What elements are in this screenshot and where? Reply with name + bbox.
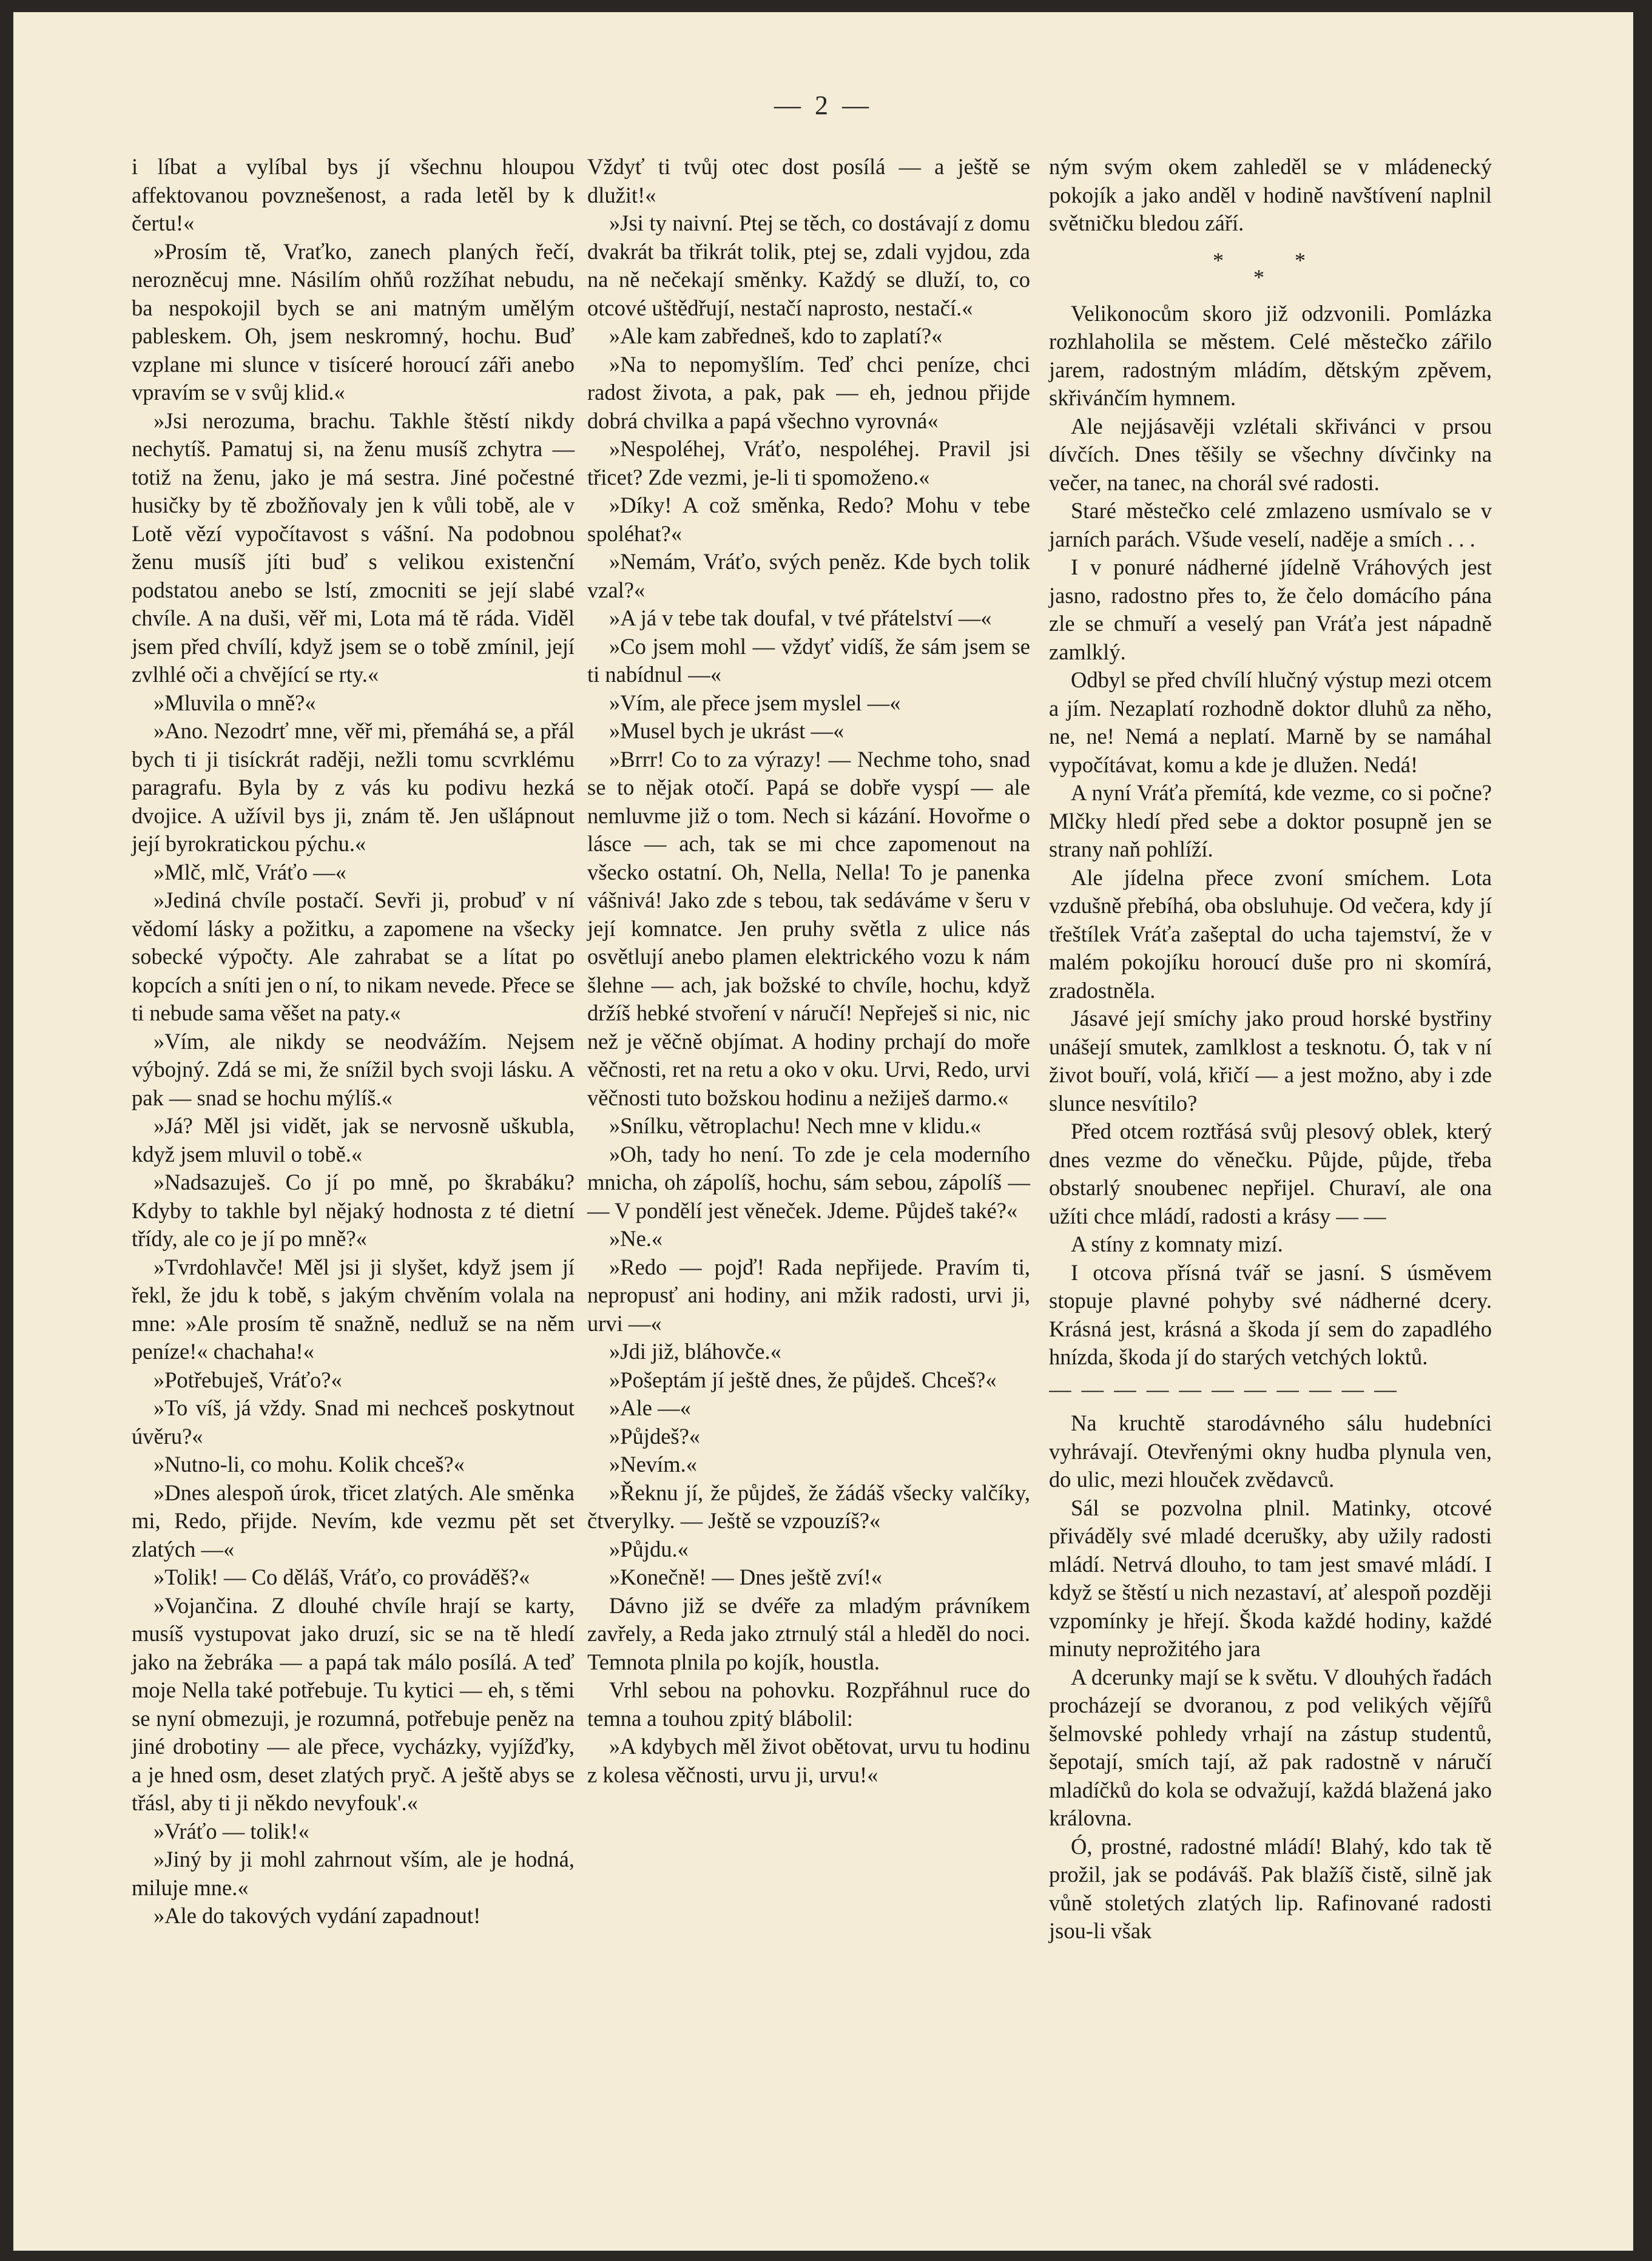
paragraph: Vždyť ti tvůj otec dost posílá — a ještě se dlužit!« xyxy=(587,154,1030,207)
paragraph: i líbat a vylíbal bys jí všechnu hloupou affektovanou povznešenost, a rada letěl by k čertu!« xyxy=(132,154,575,235)
paragraph: »Já? Měl jsi vidět, jak se nervosně uškubla, když jsem mluvil o tobě.« xyxy=(132,1113,575,1167)
paragraph: »Díky! A což směnka, Redo? Mohu v tebe spoléhat?« xyxy=(587,493,1030,546)
paragraph: »A kdybych měl život obětovat, urvu tu hodinu z kolesa věčnosti, urvu ji, urvu!« xyxy=(587,1734,1030,1787)
paragraph: »Jsi nerozuma, brachu. Takhle štěstí nikdy nechytíš. Pamatuj si, na ženu musíš zchytra — totiž na ženu, jako je má sestra. Jiné počestné husičky by tě zbožňovaly jen k vůli tobě, ale v Lotě vězí vypočítavost s vášní. Na podobnou ženu musíš jíti buď s velikou existenční podstatou anebo se lstí, zmocniti se její slabé chvíle. A na duši, věř mi, Lota má tě ráda. Viděl jsem před chvílí, když jsem se o tobě zmínil, její zvlhlé oči a chvějící se rty.« xyxy=(132,408,575,687)
paragraph: »Konečně! — Dnes ještě zví!« xyxy=(609,1565,883,1589)
paragraph: »Vím, ale nikdy se neodvážím. Nejsem výbojný. Zdá se mi, že snížil bych svoji lásku. A pak — snad se hochu mýlíš.« xyxy=(132,1028,575,1110)
paragraph: Ale nejjásavěji vzlétali skřivánci v prsou dívčích. Dnes těšily se všechny dívčinky na večer, na tanec, na chorál své radosti. xyxy=(1049,413,1492,495)
paragraph: »Nutno-li, co mohu. Kolik chceš?« xyxy=(153,1452,465,1477)
paragraph: A stíny z komnaty mizí. xyxy=(1071,1232,1283,1256)
paragraph: »Prosím tě, Vraťko, zanech planých řečí, nerozněcuj mne. Násilím ohňů rozžíhat nebudu, ba nespokojil bych se ani matným umělým pableskem. Oh, jsem neskromný, hochu. Buď vzplane mi slunce v tisíceré horoucí záři anebo vpravím se v svůj klid.« xyxy=(132,238,575,405)
paragraph: Sál se pozvolna plnil. Matinky, otcové přiváděly své mladé dcerušky, aby užily radosti mládí. Netrvá dlouho, to tam jest smavé mládí. I když se štěstí u nich nezastaví, ať alespoň později vzpomínky je hřejí. Škoda každé hodiny, každé minuty neprožitého jara xyxy=(1049,1495,1492,1661)
paragraph: Před otcem roztřásá svůj plesový oblek, který dnes vezme do věnečku. Půjde, půjde, třeba obstarlý snoubenec nepřijel. Churaví, ale ona užíti chce mládí, radosti a krásy — — xyxy=(1049,1119,1492,1228)
paragraph: »Vím, ale přece jsem myslel —« xyxy=(609,690,901,715)
paragraph: »Pošeptám jí ještě dnes, že půjdeš. Chceš?« xyxy=(609,1367,997,1392)
paragraph: »Jdi již, bláhovče.« xyxy=(609,1339,781,1364)
paragraph: »Ale kam zabředneš, kdo to zaplatí?« xyxy=(609,323,943,348)
paragraph: »Nemám, Vráťo, svých peněz. Kde bych tolik vzal?« xyxy=(587,549,1030,602)
paragraph: »Nespoléhej, Vráťo, nespoléhej. Pravil jsi třicet? Zde vezmi, je-li ti spomoženo.« xyxy=(587,436,1030,490)
paragraph: »Půjdu.« xyxy=(609,1536,689,1562)
paragraph: »Ale —« xyxy=(609,1395,691,1420)
paragraph: »Nevím.« xyxy=(609,1452,697,1477)
paragraph: A dcerunky mají se k světu. V dlouhých řadách procházejí se dvoranou, z pod velikých vějířů šelmovské pohledy vrhají na zástup studentů, šepotají, smích tají, až pak radostně v náručí mladíčků do kola se odvažují, každá blažená jako královna. xyxy=(1049,1664,1492,1830)
paragraph: »Potřebuješ, Vráťo?« xyxy=(153,1367,342,1392)
paragraph: »Tvrdohlavče! Měl jsi ji slyšet, když jsem jí řekl, že jdu k tobě, s jakým chvěním volala na mne: »Ale prosím tě snažně, nedluž se na něm peníze!« chachaha!« xyxy=(132,1254,575,1364)
paragraph: »Mlč, mlč, Vráťo —« xyxy=(153,859,346,885)
paragraph: »A já v tebe tak doufal, v tvé přátelství —« xyxy=(609,605,992,630)
paragraph: »Řeknu jí, že půjdeš, že žádáš všecky valčíky, čtverylky. — Ještě se vzpouzíš?« xyxy=(587,1480,1030,1533)
section-separator xyxy=(1049,245,1492,289)
paragraph: »Jsi ty naivní. Ptej se těch, co dostávají z domu dvakrát ba třikrát tolik, ptej se, zdali vyjdou, zda na ně nečekají směnky. Každý se dluží, to, co otcové uštědřují, nestačí naprosto, nestačí.« xyxy=(587,211,1030,320)
paragraph: »Co jsem mohl — vždyť vidíš, že sám jsem se ti nabídnul —« xyxy=(587,633,1030,687)
paragraph: »Vráťo — tolik!« xyxy=(153,1818,309,1844)
paragraph: Ale jídelna přece zvoní smíchem. Lota vzdušně přebíhá, oba obsluhuje. Od večera, kdy jí třeštílek Vráťa zašeptal do ucha tajemství, že v malém pokojíku horoucí duše pro ni skomírá, zradostněla. xyxy=(1049,864,1492,1003)
paragraph: »Ale do takových vydání zapadnout! xyxy=(153,1903,481,1928)
paragraph: »Vojančina. Z dlouhé chvíle hrají se karty, musíš vystupovat jako druzí, sic se na tě hledí jako na žebráka — a papá tak málo posílá. A teď moje Nella také potřebuje. Tu kytici — eh, s těmi se nyní obmezuji, je rozumná, potřebuje peněz na jiné drobotiny — ale přece, vycházky, vyjížďky, a je hned osm, deset zlatých pryč. A ještě abys se třásl, aby ti ji někdo nevyfouk'.« xyxy=(132,1592,575,1815)
paragraph: »Na to nepomyšlím. Teď chci peníze, chci radost života, a pak, pak — eh, jednou přijde dobrá chvilka a papá všechno vyrovná« xyxy=(587,351,1030,433)
asterisk: * xyxy=(1295,248,1306,272)
asterisk: * xyxy=(1213,248,1224,272)
paragraph: Velikonocům skoro již odzvonili. Pomlázka rozhlaholila se městem. Celé městečko zářilo jarem, radostným mládím, dětským zpěvem, skřivánčím hymnem. xyxy=(1049,300,1492,410)
paragraph: »Ano. Nezodrť mne, věř mi, přemáhá se, a přál bych ti ji tisíckrát raději, nežli tomu scvrklému paragrafu. Byla by z vás ku podivu hezká dvojice. A užívil bys ji, znám tě. Jen ušlápnout její byrokratickou pýchu.« xyxy=(132,718,575,856)
newspaper-page xyxy=(13,12,1633,2251)
paragraph: Dávno již se dvéře za mladým právníkem zavřely, a Reda jako ztrnulý stál a hleděl do noci. Temnota plnila po kojík, houstla. xyxy=(587,1592,1030,1674)
paragraph: »Snílku, větroplachu! Nech mne v klidu.« xyxy=(609,1113,982,1138)
text-column-3 xyxy=(1049,153,1492,1946)
paragraph: »Musel bych je ukrást —« xyxy=(609,718,845,743)
paragraph: Na kruchtě starodávného sálu hudebníci vyhrávají. Otevřenými okny hudba plynula ven, do ulic, mezi hlouček zvědavců. xyxy=(1049,1410,1492,1492)
paragraph: »Brrr! Co to za výrazy! — Nechme toho, snad se to nějak otočí. Papá se dobře vyspí — ale nemluvme již o tom. Nech si kázání. Hovořme o lásce — ach, tak se mi chce zapomenout na všecko ostatní. Oh, Nella, Nella! To je panenka vášnivá! Jako zde s tebou, tak sedáváme v šeru v její komnatce. Jen pruhy světla z ulice nás osvětlují anebo plamen elektrického vozu k nám šlehne — ach, jak božské to chvíle, hochu, když držíš hebké stvoření v náručí! Nepřeješ si nic, nic než je věčně objímat. A hodiny prchají do moře věčnosti, ret na retu a oko v oku. Urvi, Redo, urvi věčnosti tuto božskou hodinu a nežiješ darmo.« xyxy=(587,746,1030,1110)
paragraph: Vrhl sebou na pohovku. Rozpřáhnul ruce do temna a touhou zpitý blábolil: xyxy=(587,1677,1030,1731)
paragraph: »Jediná chvíle postačí. Sevři ji, probuď v ní vědomí lásky a požitku, a zapomene na všecky sobecké výpočty. Ale zahrabat se a lítat po kopcích a sníti jen o ní, to nikam nevede. Přece se ti nebude sama věšet na paty.« xyxy=(132,888,575,1025)
paragraph: I v ponuré nádherné jídelně Vráhových jest jasno, radostno přes to, že čelo domácího pána zle se chmuří a veselý pan Vráťa jest nápadně zamlklý. xyxy=(1049,554,1492,664)
paragraph: »Tolik! — Co děláš, Vráťo, co prováděš?« xyxy=(153,1565,530,1589)
paragraph: »Nadsazuješ. Co jí po mně, po škrabáku? Kdyby to takhle byl nějaký hodnosta z té dietní třídy, ale co je jí po mně?« xyxy=(132,1170,575,1251)
paragraph: »Jiný by ji mohl zahrnout vším, ale je hodná, miluje mne.« xyxy=(132,1847,575,1900)
paragraph: »Půjdeš?« xyxy=(609,1423,701,1449)
paragraph: Ó, prostné, radostné mládí! Blahý, kdo tak tě prožil, jak se podáváš. Pak blažíš čistě, silně jak vůně stoletých zlatých lip. Rafinované radosti jsou-li však xyxy=(1049,1833,1492,1943)
asterisk: * xyxy=(1253,265,1264,289)
dash-rule: — — — — — — — — — — — xyxy=(1049,1376,1399,1401)
paragraph: A nyní Vráťa přemítá, kde vezme, co si počne? Mlčky hledí před sebe a doktor posupně jen se strany naň pohlíží. xyxy=(1049,780,1492,861)
paragraph: I otcova přísná tvář se jasní. S úsměvem stopuje plavné pohyby své nádherné dcery. Krásná jest, krásná a škoda jí sem do zapadlého hnízda, škoda jí do starých vetchých loktů. xyxy=(1049,1259,1492,1369)
page-number: — 2 — xyxy=(774,90,872,120)
paragraph: ným svým okem zahleděl se v mládenecký pokojík a jako anděl v hodině navštívení naplnil světničku bledou září. xyxy=(1049,154,1492,235)
paragraph: »Dnes alespoň úrok, třicet zlatých. Ale směnka mi, Redo, přijde. Nevím, kde vezmu pět set zlatých —« xyxy=(132,1480,575,1562)
paragraph: Staré městečko celé zmlazeno usmívalo se v jarních parách. Všude veselí, naděje a smích . . . xyxy=(1049,498,1492,551)
paragraph: Odbyl se před chvílí hlučný výstup mezi otcem a jím. Nezaplatí rozhodně doktor dluhů za něho, ne, ne! Nemá a neplatí. Marně by se namáhal vypočítávat, komu a kde je dlužen. Nedá! xyxy=(1049,667,1492,777)
text-column-2 xyxy=(587,153,1030,1789)
paragraph: »Ne.« xyxy=(609,1226,663,1251)
paragraph: »Redo — pojď! Rada nepřijede. Pravím ti, nepropusť ani hodiny, ani mžik radosti, urvi ji, urvi —« xyxy=(587,1254,1030,1336)
paragraph: »To víš, já vždy. Snad mi nechceš poskytnout úvěru?« xyxy=(132,1395,575,1449)
paragraph: »Oh, tady ho není. To zde je cela moderního mnicha, oh zápolíš, hochu, sám sebou, zápolíš — — V pondělí jest věneček. Jdeme. Půjdeš také?« xyxy=(587,1141,1030,1223)
paragraph: »Mluvila o mně?« xyxy=(153,690,316,715)
paragraph: Jásavé její smíchy jako proud horské bystřiny unášejí smutek, zamlklost a tesknotu. Ó, tak v ní život bouří, volá, křičí — a jest možno, aby i zde slunce nesvítilo? xyxy=(1049,1006,1492,1116)
text-column-1 xyxy=(132,153,575,1930)
